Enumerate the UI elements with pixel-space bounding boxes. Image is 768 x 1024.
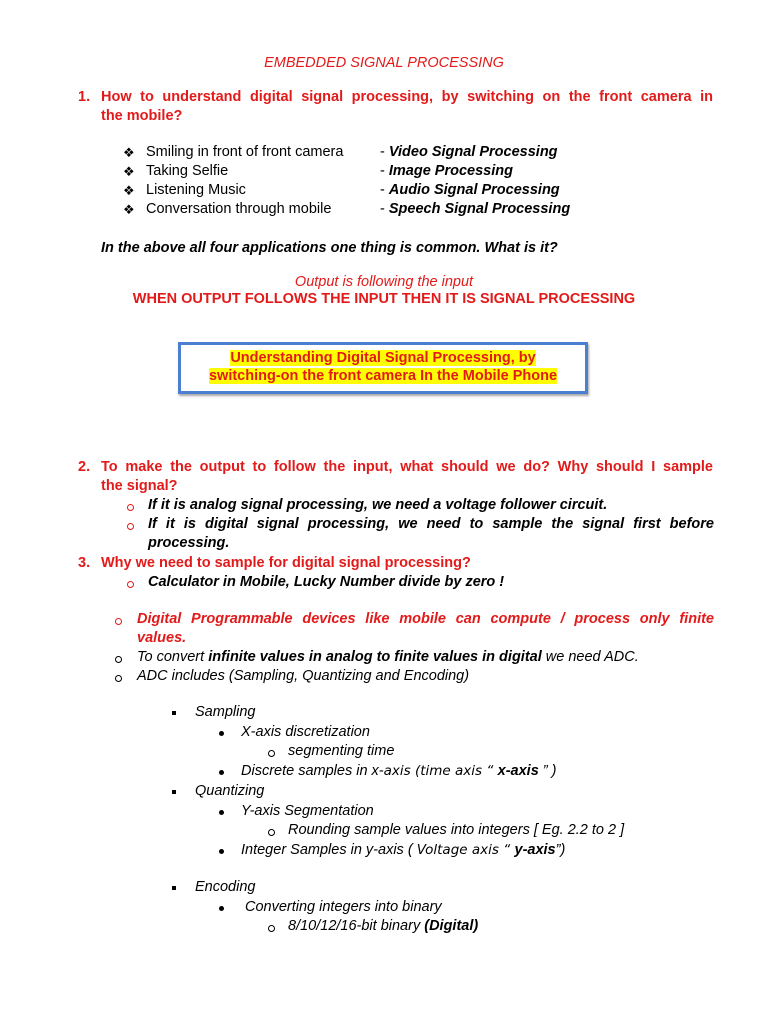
diamond-bullet-icon: ❖ bbox=[123, 202, 135, 217]
q2-line2: the signal? bbox=[101, 478, 178, 494]
q2-bullet2-line2: processing. bbox=[148, 535, 230, 551]
circle-bullet-icon bbox=[127, 523, 134, 530]
app-type: - Audio Signal Processing bbox=[380, 182, 560, 198]
quantizing-item1-sub: Rounding sample values into integers [ Eg. 2.2 to 2 ] bbox=[288, 822, 625, 838]
point3: ADC includes (Sampling, Quantizing and Encoding) bbox=[137, 668, 470, 684]
app-activity: Taking Selfie bbox=[146, 163, 229, 179]
highlight-box-line1: Understanding Digital Signal Processing, by bbox=[230, 350, 536, 366]
q3-bullet1: Calculator in Mobile, Lucky Number divide by zero ! bbox=[148, 574, 505, 590]
q2-number: 2. bbox=[78, 459, 91, 475]
q3-number: 3. bbox=[78, 555, 91, 571]
diamond-bullet-icon: ❖ bbox=[123, 164, 135, 179]
circle-bullet-icon bbox=[127, 581, 134, 588]
circle-bullet-icon bbox=[115, 656, 122, 663]
square-bullet-icon bbox=[172, 790, 176, 794]
point1-line1: Digital Programmable devices like mobile can compute / process only finite bbox=[137, 611, 714, 627]
encoding-heading: Encoding bbox=[195, 879, 256, 895]
diamond-bullet-icon: ❖ bbox=[123, 183, 135, 198]
answer-line1: Output is following the input bbox=[294, 274, 474, 290]
app-activity: Smiling in front of front camera bbox=[146, 144, 344, 160]
point1-line2: values. bbox=[137, 630, 187, 646]
circle-bullet-icon bbox=[268, 750, 275, 757]
q1-number: 1. bbox=[78, 89, 91, 105]
diamond-bullet-icon: ❖ bbox=[123, 145, 135, 160]
sampling-heading: Sampling bbox=[195, 704, 256, 720]
circle-bullet-icon bbox=[268, 829, 275, 836]
point2: To convert infinite values in analog to finite values in digital we need ADC. bbox=[137, 649, 639, 665]
q2-bullet2-line1: If it is digital signal processing, we need to sample the signal first before bbox=[148, 516, 714, 532]
dot-bullet-icon bbox=[219, 906, 224, 911]
dot-bullet-icon bbox=[219, 849, 224, 854]
sampling-item1: X-axis discretization bbox=[241, 724, 370, 740]
answer-line2: WHEN OUTPUT FOLLOWS THE INPUT THEN IT IS SIGNAL PROCESSING bbox=[132, 291, 636, 307]
quantizing-item1: Y-axis Segmentation bbox=[241, 803, 374, 819]
square-bullet-icon bbox=[172, 886, 176, 890]
highlight-box-line2: switching-on the front camera In the Mobile Phone bbox=[208, 368, 558, 384]
square-bullet-icon bbox=[172, 711, 176, 715]
app-activity: Listening Music bbox=[146, 182, 246, 198]
app-type: - Speech Signal Processing bbox=[380, 201, 571, 217]
document-title: EMBEDDED SIGNAL PROCESSING bbox=[264, 55, 504, 71]
app-type: - Video Signal Processing bbox=[380, 144, 558, 160]
sampling-item1-sub: segmenting time bbox=[288, 743, 395, 759]
q1-line2: the mobile? bbox=[101, 108, 183, 124]
app-type: - Image Processing bbox=[380, 163, 513, 179]
common-question: In the above all four applications one thing is common. What is it? bbox=[101, 240, 558, 256]
circle-bullet-icon bbox=[115, 675, 122, 682]
q2-bullet1: If it is analog signal processing, we need a voltage follower circuit. bbox=[148, 497, 608, 513]
quantizing-heading: Quantizing bbox=[195, 783, 265, 799]
circle-bullet-icon bbox=[268, 925, 275, 932]
q2-line1: To make the output to follow the input, what should we do? Why should I sample bbox=[101, 459, 713, 475]
circle-bullet-icon bbox=[127, 504, 134, 511]
encoding-item1-sub: 8/10/12/16-bit binary (Digital) bbox=[288, 918, 479, 934]
app-activity: Conversation through mobile bbox=[146, 201, 332, 217]
dot-bullet-icon bbox=[219, 810, 224, 815]
quantizing-item2: Integer Samples in y-axis ( Voltage axis “ y-axis”) bbox=[241, 842, 566, 858]
encoding-item1: Converting integers into binary bbox=[245, 899, 442, 915]
highlight-box bbox=[178, 342, 588, 394]
q1-line1: How to understand digital signal processing, by switching on the front camera in bbox=[101, 89, 713, 105]
q3-line1: Why we need to sample for digital signal processing? bbox=[101, 555, 471, 571]
dot-bullet-icon bbox=[219, 731, 224, 736]
dot-bullet-icon bbox=[219, 770, 224, 775]
sampling-item2: Discrete samples in x-axis (time axis “ x-axis ” ) bbox=[241, 763, 557, 779]
circle-bullet-icon bbox=[115, 618, 122, 625]
